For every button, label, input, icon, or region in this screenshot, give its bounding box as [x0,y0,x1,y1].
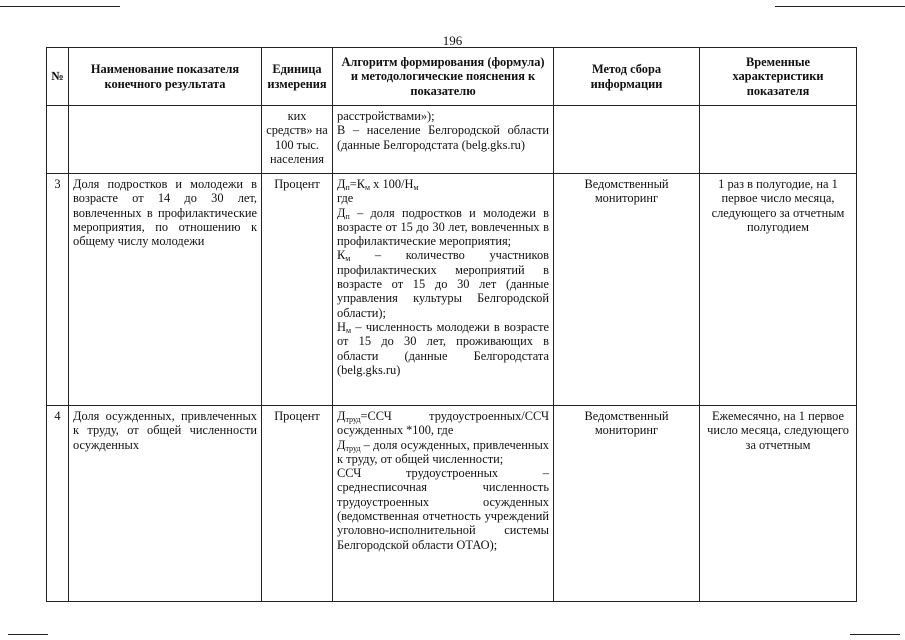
row-4-method: Ведомственный мониторинг [554,406,700,602]
row-cont-algo-line: расстройствами»); [337,109,435,123]
row-3-definition: $К_м$ – количество участников профилактических мероприятий в возрасте от 15 до 30 лет (данные управления культуры Белгородской области); [337,248,549,320]
row-3-formula: $Д_п=К_м$ х $100/Н_м$ [337,177,419,192]
header-method: Метод сбора информации [554,48,700,106]
edge-line [850,634,900,635]
header-name: Наименование показателя конечного результата [69,48,262,106]
edge-line [0,6,120,7]
row-4-unit: Процент [262,406,333,602]
row-cont-algo-line: В – население Белгородской области (данные Белгородстата (belg.gks.ru) [337,123,549,152]
row-3-method: Ведомственный мониторинг [554,174,700,406]
row-3-timing: 1 раз в полугодие, на 1 первое число месяца, следующего за отчетным полугодием [700,174,857,406]
row-3-where: где [337,191,354,206]
row-4-definition: $Д_{труд}$ – доля осужденных, привлеченных к труду, от общей численности; [337,437,549,466]
row-3-definition: $Н_м$ – численность молодежи в возрасте от 15 до 30 лет, проживающих в области (данные Белгородстата (belg.gks.ru) [337,319,549,377]
row-3-name: Доля подростков и молодежи в возрасте от 14 до 30 лет, вовлеченных в профилактические мероприятия, по отношению к общему числу молодежи [69,174,262,406]
row-cont-unit: ких средств» на 100 тыс. населения [262,106,333,174]
header-unit: Единица измерения [262,48,333,106]
indicator-table [46,47,857,602]
edge-line [8,634,48,635]
table-row [47,106,857,174]
table-row [47,174,857,406]
header-num: № [47,48,69,106]
row-cont-method [554,106,700,174]
row-3-algorithm [333,174,554,406]
row-cont-num [47,106,69,174]
row-cont-name [69,106,262,174]
row-3-unit: Процент [262,174,333,406]
table-row [47,406,857,602]
row-cont-timing [700,106,857,174]
page-number: 196 [442,33,463,48]
row-4-algorithm [333,406,554,602]
row-3-definition: $Д_п$ – доля подростков и молодежи в возрасте от 15 до 30 лет, вовлеченных в профилактические мероприятия; [337,205,549,249]
header-row [47,48,857,106]
row-4-formula: $Д_{труд}=ССЧ$ трудоустроенных/ССЧ осужденных *100, где [337,409,549,438]
row-4-name: Доля осужденных, привлеченных к труду, от общей численности осужденных [69,406,262,602]
header-algorithm: Алгоритм формирования (формула) и методологические пояснения к показателю [333,48,554,106]
edge-line [775,6,905,7]
row-4-timing: Ежемесячно, на 1 первое число месяца, следующего за отчетным [700,406,857,602]
row-4-num: 4 [47,406,69,602]
row-4-definition: ССЧ трудоустроенных – среднесписочная численность трудоустроенных осужденных (ведомственная отчетность учреждений уголовно-исполнительной системы Белгородской области ОТАО); [337,466,549,552]
row-3-num: 3 [47,174,69,406]
header-timing: Временные характеристики показателя [700,48,857,106]
row-cont-algorithm [333,106,554,174]
